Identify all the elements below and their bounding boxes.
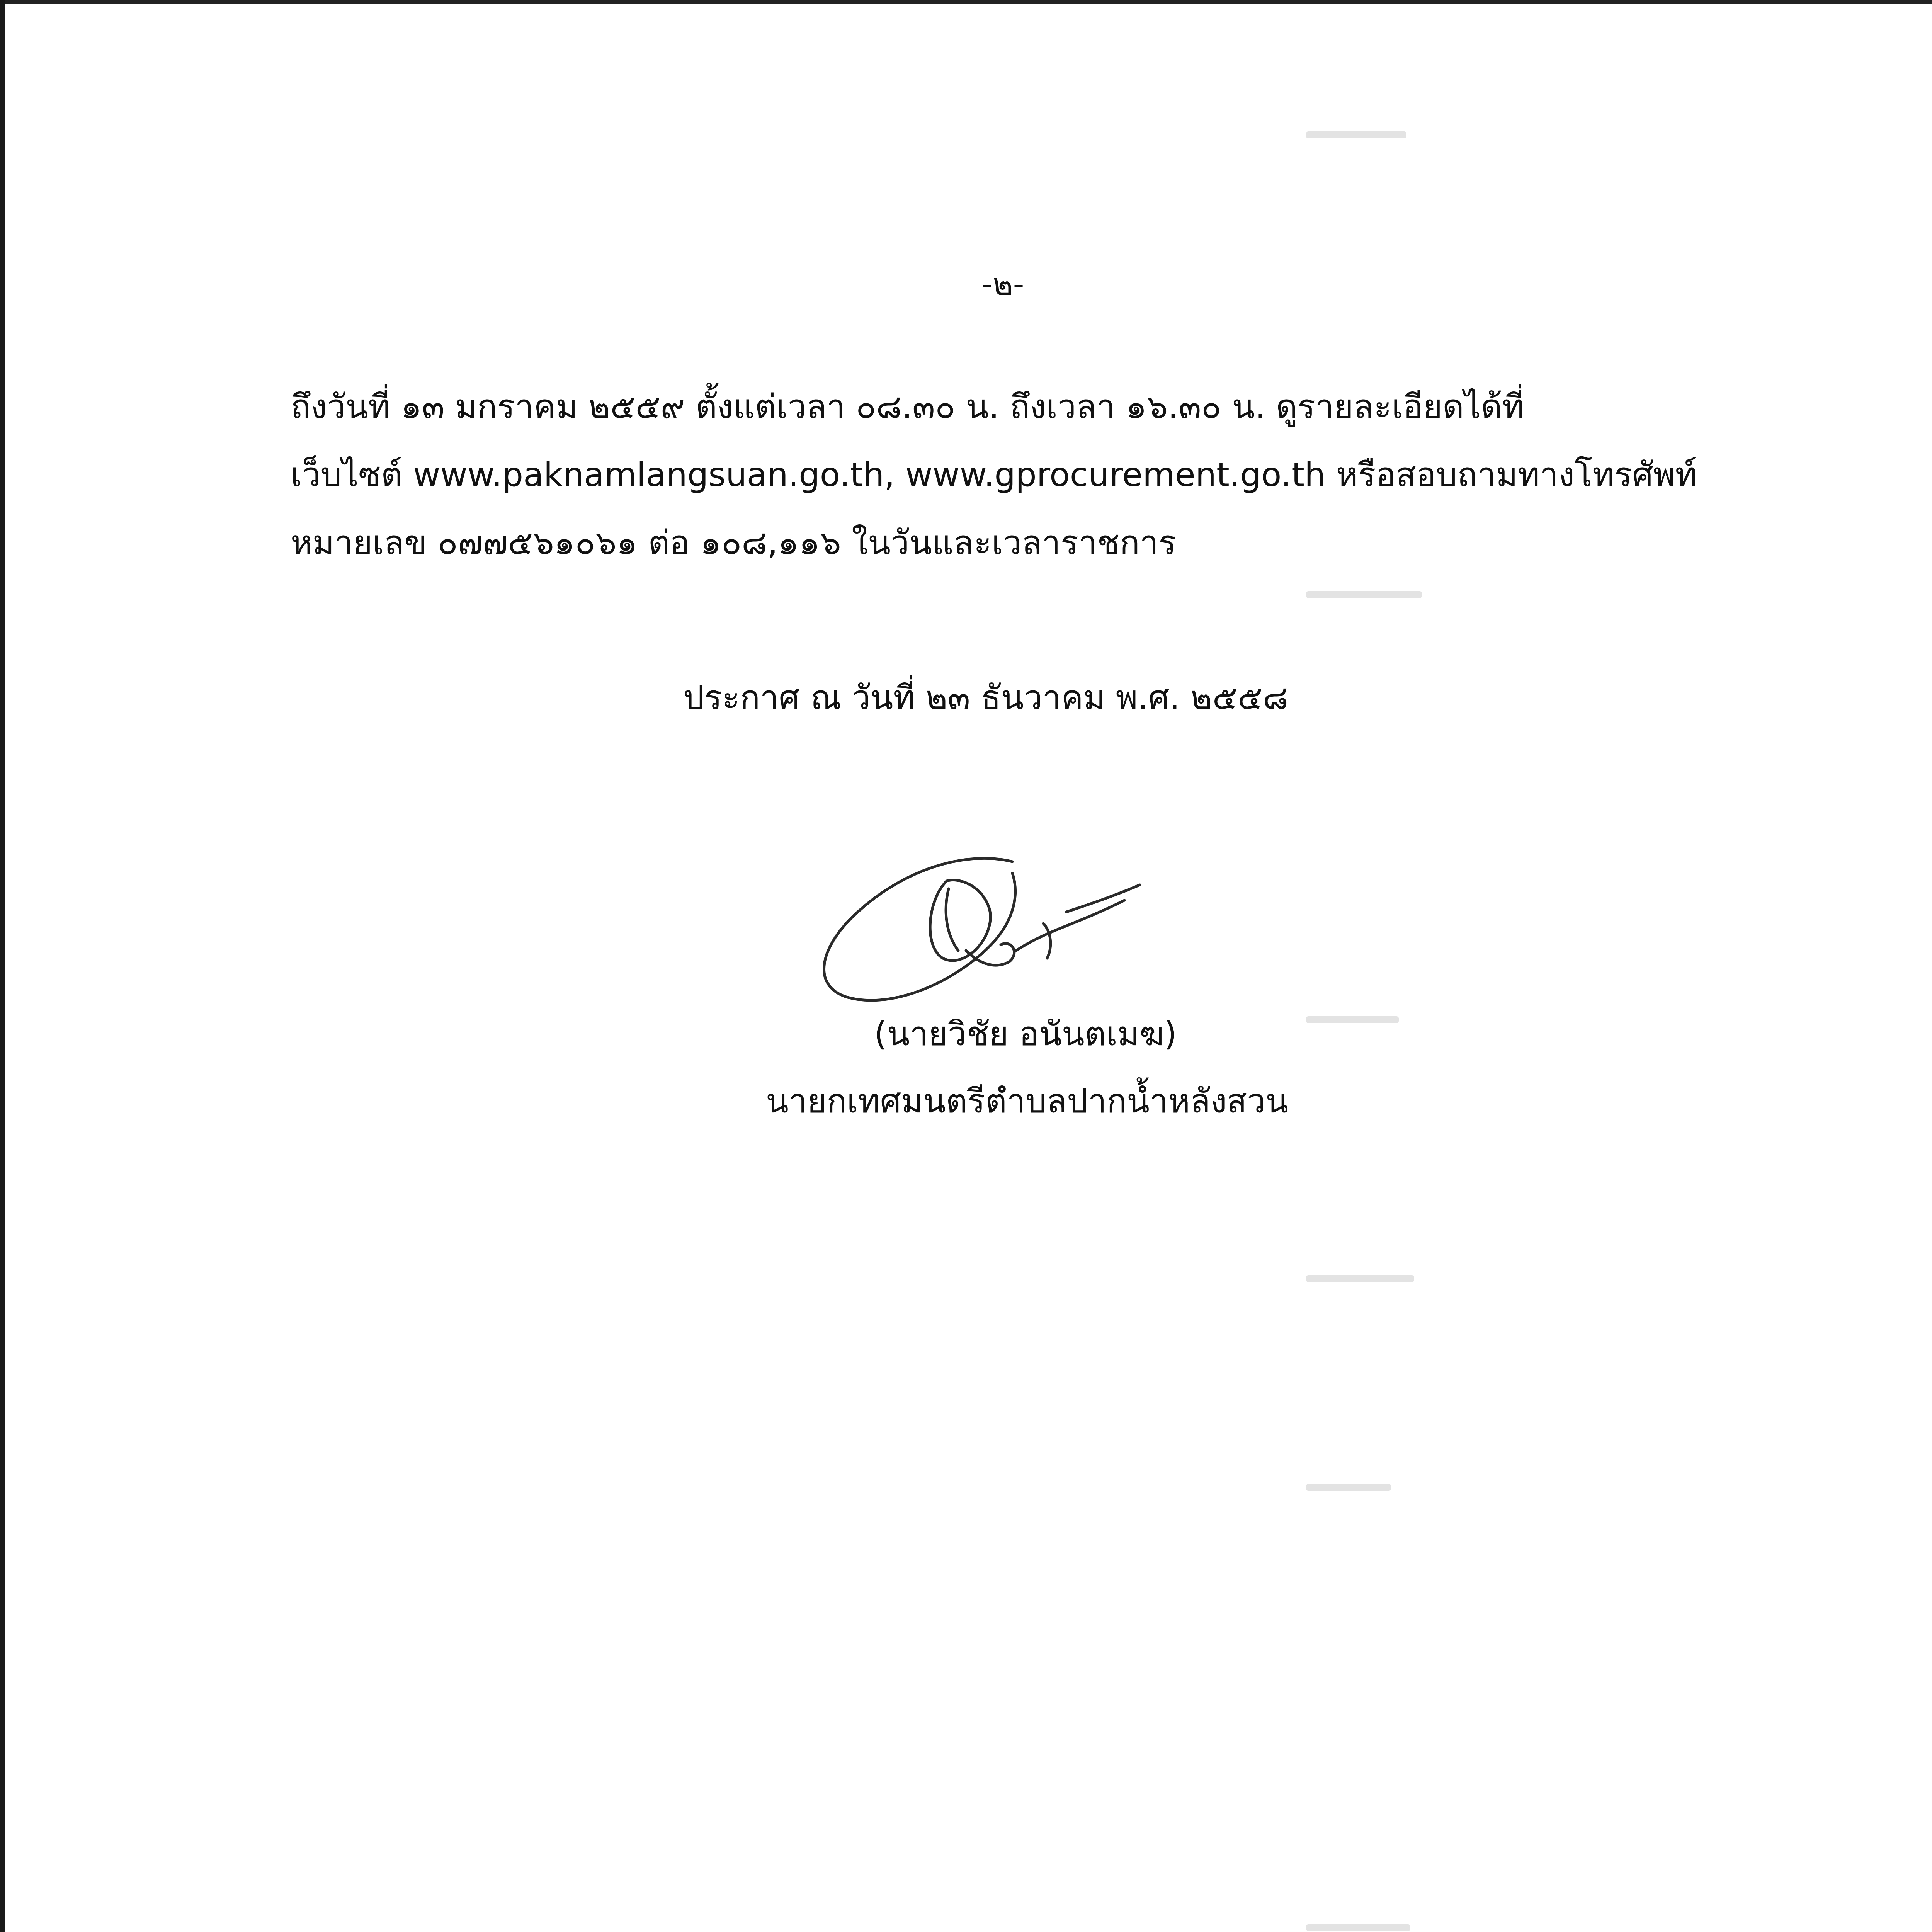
body-line-3: หมายเลข ๐๗๗๕๖๑๐๖๑ ต่อ ๑๐๘,๑๑๖ ในวันและเวลาราชการ — [291, 524, 1177, 562]
signer-title: นายกเทศมนตรีตำบลปากน้ำหลังสวน — [766, 1082, 1289, 1121]
page-number: -๒- — [981, 266, 1024, 302]
bleed-through-marks — [1298, 108, 1499, 1932]
signer-name: (นายวิชัย อนันตเมฆ) — [874, 1015, 1177, 1053]
body-line-2: เว็บไซต์ www.paknamlangsuan.go.th, www.gprocurement.go.th หรือสอบถามทางโทรศัพท์ — [291, 456, 1697, 494]
handwritten-signature — [796, 835, 1175, 1020]
announcement-date: ประกาศ ณ วันที่ ๒๓ ธันวาคม พ.ศ. ๒๕๕๘ — [683, 679, 1289, 717]
scan-edge-left — [0, 0, 5, 1932]
body-line-1: ถึงวันที่ ๑๓ มกราคม ๒๕๕๙ ตั้งแต่เวลา ๐๘.๓๐ น. ถึงเวลา ๑๖.๓๐ น. ดูรายละเอียดได้ที่ — [291, 388, 1524, 426]
scan-edge-top — [0, 0, 1932, 4]
